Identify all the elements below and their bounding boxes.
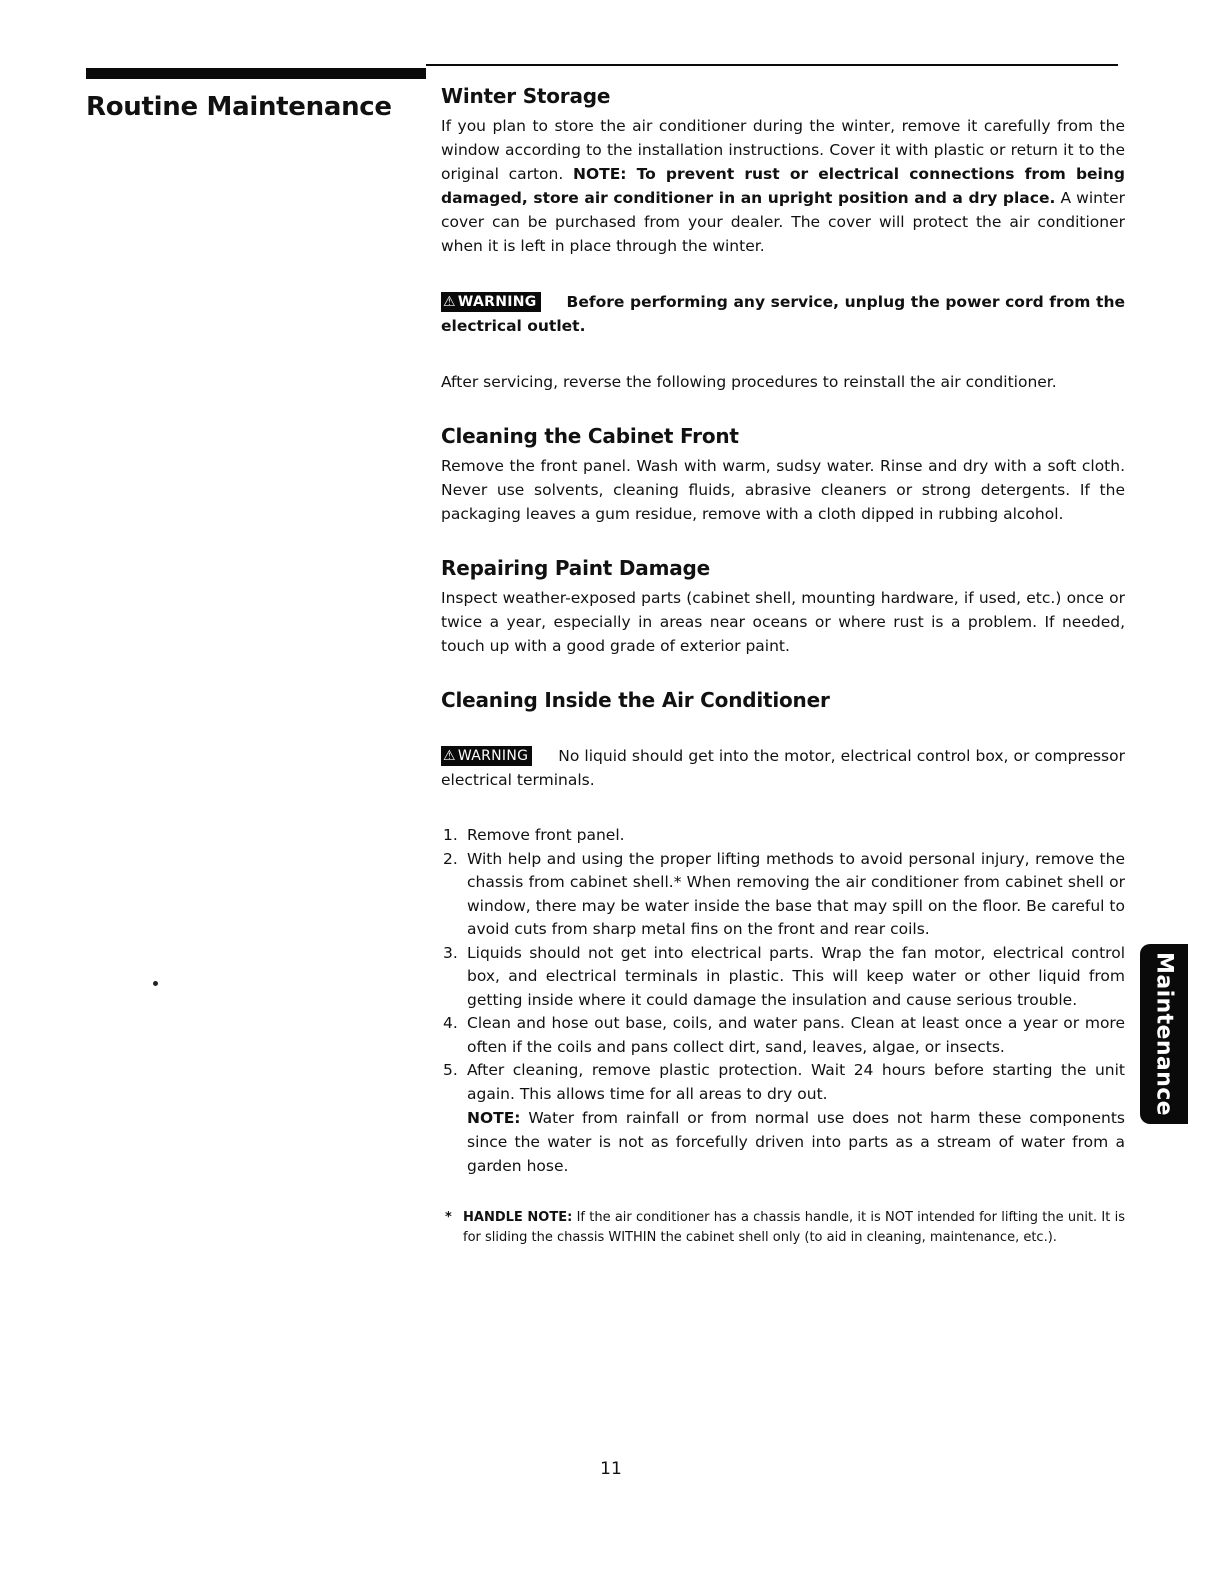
header-rule-thin: [426, 64, 1118, 66]
paint-damage-heading: Repairing Paint Damage: [441, 556, 711, 580]
warning-badge-2: [441, 746, 532, 766]
handle-note-label: HANDLE NOTE:: [463, 1210, 573, 1225]
warning-triangle-icon-2: ⚠: [443, 748, 456, 764]
step-text: Clean and hose out base, coils, and water pans. Clean at least once a year or more often if the coils and pans collect dirt, sand, leaves, algae, or insects.: [467, 1014, 1125, 1056]
winter-storage-text: [441, 114, 1125, 258]
list-item: [441, 1059, 1125, 1106]
winter-storage-heading: Winter Storage: [441, 84, 611, 108]
warning-badge: [441, 292, 541, 312]
warning-badge-label-2: WARNING: [457, 748, 529, 764]
after-servicing-text: After servicing, reverse the following procedures to reinstall the air conditioner.: [441, 373, 1057, 391]
cabinet-front-text: Remove the front panel. Wash with warm, sudsy water. Rinse and dry with a soft cloth. Never use solvents, cleaning fluids, abrasive cleaners or strong detergents. If the packaging leaves a gum residue, remove with a cloth dipped in rubbing alcohol.: [441, 457, 1125, 523]
handle-note: [441, 1208, 1125, 1248]
step-text: After cleaning, remove plastic protection. Wait 24 hours before starting the unit again. This allows time for all areas to dry out.: [467, 1061, 1125, 1103]
warning-triangle-icon: ⚠: [443, 294, 456, 310]
list-item: [441, 942, 1125, 1013]
step-number: 1.: [443, 826, 458, 844]
step-text: Remove front panel.: [467, 826, 625, 844]
side-tab-label: Maintenance: [1151, 952, 1177, 1116]
step-text: With help and using the proper lifting methods to avoid personal injury, remove the chassis from cabinet shell.* When removing the air conditioner from cabinet shell or window, there may be water inside the base that may spill on the floor. Be careful to avoid cuts from sharp metal fins on the front and rear coils.: [467, 849, 1125, 938]
list-item: [441, 1012, 1125, 1059]
scan-speck: [153, 981, 158, 986]
winter-storage-text-2: A winter cover can be purchased from your dealer. The cover will protect the air conditioner when it is left in place through the winter.: [441, 189, 1125, 255]
cabinet-front-heading: Cleaning the Cabinet Front: [441, 424, 739, 448]
inside-warning: [441, 744, 1125, 792]
step-number: 4.: [443, 1014, 458, 1032]
note-label: NOTE:: [467, 1109, 521, 1127]
main-content: [441, 84, 1125, 1248]
service-warning: [441, 290, 1125, 338]
inside-warning-text: No liquid should get into the motor, electrical control box, or compressor electrical terminals.: [441, 747, 1125, 789]
step-text: Liquids should not get into electrical parts. Wrap the fan motor, electrical control box, and electrical terminals in plastic. This will keep water or other liquid from getting inside where it could damage the insulation and cause serious trouble.: [467, 943, 1125, 1009]
step-number: 2.: [443, 849, 458, 868]
winter-storage-note: NOTE: To prevent rust or electrical connections from being damaged, store air conditioner in an upright position and a dry place.: [441, 165, 1125, 207]
winter-storage-text-1: If you plan to store the air conditioner during the winter, remove it carefully from the window according to the installation instructions. Cover it with plastic or return it to the original carton.: [441, 117, 1125, 183]
warning-badge-label: WARNING: [457, 294, 537, 310]
note-text: Water from rainfall or from normal use does not harm these components since the water is not as forcefully driven into parts as a stream of water from a garden hose.: [467, 1109, 1125, 1175]
cleaning-steps-list: [441, 824, 1125, 1106]
section-title: Routine Maintenance: [86, 92, 392, 122]
service-warning-text: Before performing any service, unplug the power cord from the electrical outlet.: [441, 293, 1125, 335]
components-note: [441, 1106, 1125, 1178]
asterisk: *: [445, 1210, 452, 1225]
page-number: 11: [600, 1459, 622, 1479]
inside-heading: Cleaning Inside the Air Conditioner: [441, 688, 830, 712]
step-number: 5.: [443, 1061, 458, 1079]
list-item: [441, 824, 1125, 848]
side-tab: [1140, 944, 1188, 1124]
step-number: 3.: [443, 943, 458, 962]
list-item: [441, 848, 1125, 942]
paint-damage-text: Inspect weather-exposed parts (cabinet shell, mounting hardware, if used, etc.) once or twice a year, especially in areas near oceans or where rust is a problem. If needed, touch up with a good grade of exterior paint.: [441, 589, 1125, 655]
handle-note-text: If the air conditioner has a chassis handle, it is NOT intended for lifting the unit. It is for sliding the chassis WITHIN the cabinet shell only (to aid in cleaning, maintenance, etc.).: [463, 1210, 1125, 1245]
header-rule-thick: [86, 68, 426, 79]
